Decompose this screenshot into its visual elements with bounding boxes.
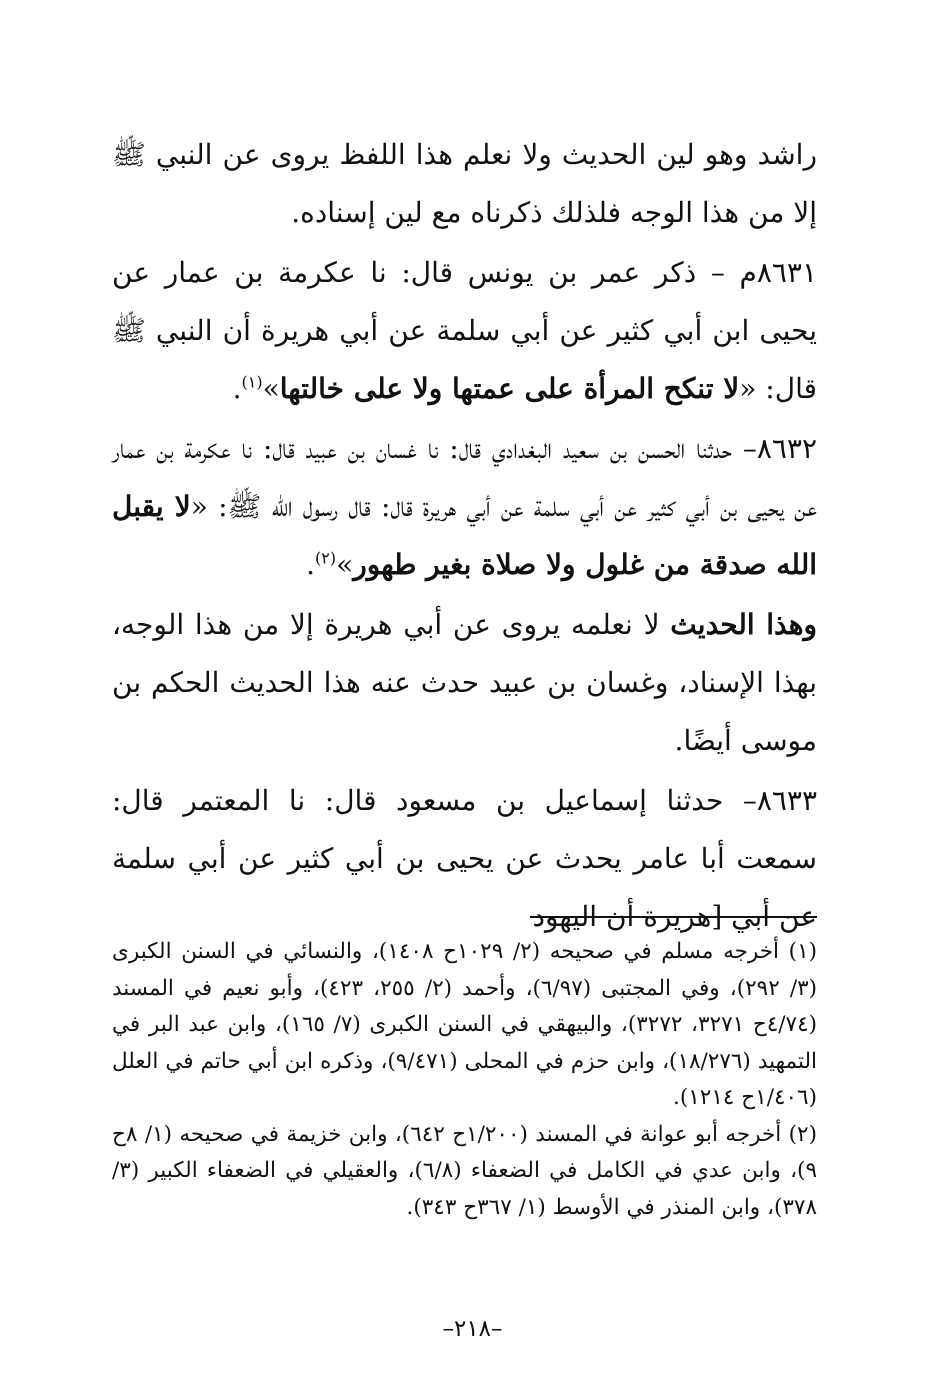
footnote-2: (٢) أخرجه أبو عوانة في المسند (١/٢٠٠ح ٦٤٢)، وابن خزيمة في صحيحه (١/ ٨ح ٩)، وابن عدي في الكامل في الضعفاء (٦/٨)، والعقيلي في الضعفاء الكبير (٣/ ٣٧٨)، وابن المنذر في الأوسط (١/ ٣٦٧ح ٣٤٣).	[112, 1121, 817, 1220]
quote-close: »	[262, 372, 280, 405]
commentary-lead: وهذا الحديث	[670, 608, 817, 641]
hadith-8633	[112, 772, 817, 946]
footnote-divider	[530, 916, 817, 918]
paragraph-1	[112, 126, 817, 242]
hadith-matn: لا يقبل الله صدقة من غلول ولا صلاة بغير طهور	[112, 490, 817, 581]
isnad-text: ٨٦٣٣– حدثنا إسماعيل بن مسعود قال: نا المعتمر قال: سمعت أبا عامر يحدث عن يحيى بن أبي كثير عن أبي سلمة عن أبي [هريرة أن اليهود	[112, 784, 818, 933]
main-text	[112, 126, 817, 946]
footnote-1: (١) أخرجه مسلم في صحيحه (٢/ ١٠٢٩ح ١٤٠٨)، والنسائي في السنن الكبرى (٣/ ٢٩٢)، وفي المجتبى (٦/٩٧)، وأحمد (٢/ ٢٥٥، ٤٢٣)، وأبو نعيم في المسند (٤/٧٤ح ٣٢٧١، ٣٢٧٢)، والبيهقي في السنن الكبرى (٧/ ١٦٥)، وابن عبد البر في التمهيد (١٨/٢٧٦)، وابن حزم في المحلى (٩/٤٧١)، وذكره ابن أبي حاتم في العلل (١/٤٠٦ح ١٢١٤).	[112, 939, 818, 1110]
commentary-paragraph	[112, 596, 817, 770]
isnad-text: ٨٦٣١م – ذكر عمر بن يونس قال: نا عكرمة بن عمار عن يحيى ابن أبي كثير عن أبي سلمة عن أبي هريرة أن النبي ﷺ قال: «	[112, 256, 817, 405]
hadith-8631	[112, 244, 817, 418]
quote-close: »	[336, 548, 354, 581]
commentary-text: لا نعلمه يروى عن أبي هريرة إلا من هذا الوجه، بهذا الإسناد، وغسان بن عبيد حدث عنه هذا الحديث الحكم بن موسى أيضًا.	[112, 608, 817, 757]
footnote-ref-2[interactable]: (٢)	[315, 548, 337, 568]
hadith-matn: لا تنكح المرأة على عمتها ولا على خالتها	[279, 372, 740, 405]
paragraph-text: راشد وهو لين الحديث ولا نعلم هذا اللفظ يروى عن النبي ﷺ إلا من هذا الوجه فلذلك ذكرناه مع لين إسناده.	[112, 138, 817, 229]
footnotes	[112, 934, 817, 1226]
hadith-8632	[112, 420, 817, 594]
period: .	[232, 372, 242, 405]
page-number: –٢١٨–	[442, 1316, 503, 1342]
isnad-text: ٨٦٣٢– حدثنا الحسن بن سعيد البغدادي قال: نا غسان بن عبيد قال: نا عكرمة بن عمار عن يحيى بن أبي كثير عن أبي سلمة عن أبي هريرة قال: قال رسول الله ﷺ: «	[112, 432, 817, 523]
period: .	[306, 548, 316, 581]
footnote-ref-1[interactable]: (١)	[241, 372, 263, 392]
